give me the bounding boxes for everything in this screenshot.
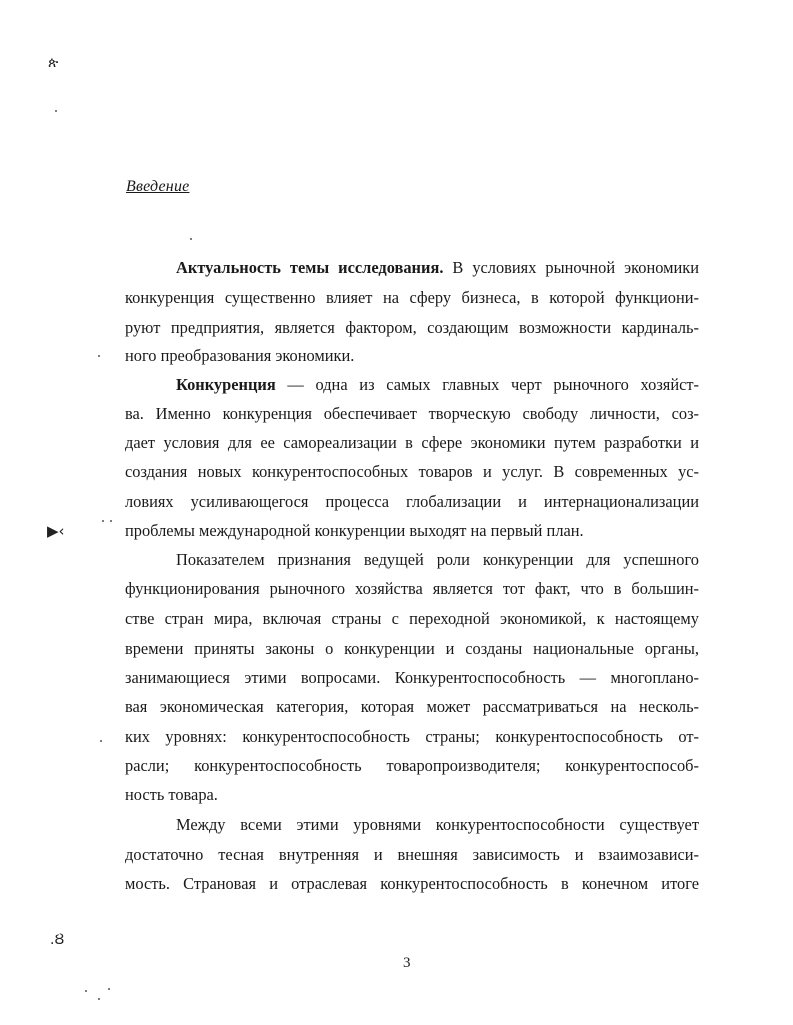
text-line: руют предприятия, является фактором, создающим возможности кардиналь- xyxy=(125,318,699,337)
text-line: дает условия для ее самореализации в сфере экономики путем разработки и xyxy=(125,433,699,452)
scan-mark-top: ጵ xyxy=(48,55,59,71)
page-number: 3 xyxy=(403,955,411,971)
text-line: ва. Именно конкуренция обеспечивает творческую свободу личности, соз- xyxy=(125,404,699,423)
text-line: достаточно тесная внутренняя и внешняя зависимость и взаимозависи- xyxy=(125,845,699,864)
text-line: создания новых конкурентоспособных товаров и услуг. В современных ус- xyxy=(125,462,699,481)
text-line: расли; конкурентоспособность товаропроизводителя; конкурентоспособ- xyxy=(125,756,699,775)
text-line: конкуренция существенно влияет на сферу бизнеса, в которой функциони- xyxy=(125,288,699,307)
scan-speck xyxy=(100,740,102,742)
text-line: проблемы международной конкуренции выходят на первый план. xyxy=(125,521,584,540)
text-line: Конкуренция — одна из самых главных черт рыночного хозяйст- xyxy=(176,375,699,394)
text-line: Актуальность темы исследования. В условиях рыночной экономики xyxy=(176,258,700,277)
scan-speck xyxy=(55,110,57,112)
text-line: ловиях усиливающегося процесса глобализации и интернационализации xyxy=(125,492,699,511)
text-line: мость. Страновая и отраслевая конкурентоспособность в конечном итоге xyxy=(125,874,699,893)
scan-mark-middle: ▶‹ xyxy=(47,522,65,540)
text-line: ких уровнях: конкурентоспособность страны; конкурентоспособность от- xyxy=(125,727,699,746)
text-line: ного преобразования экономики. xyxy=(125,346,355,365)
text-line: Показателем признания ведущей роли конкуренции для успешного xyxy=(176,550,699,569)
scan-speck xyxy=(110,520,112,522)
text-line: функционирования рыночного хозяйства является тот факт, что в большин- xyxy=(125,579,699,598)
scan-speck xyxy=(98,998,100,1000)
text-line: времени приняты законы о конкуренции и созданы национальные органы, xyxy=(125,639,699,658)
text-line: Между всеми этими уровнями конкурентоспособности существует xyxy=(176,815,699,834)
text-line: стве стран мира, включая страны с переходной экономикой, к настоящему xyxy=(125,609,699,628)
scan-speck xyxy=(190,238,192,240)
text-line: вая экономическая категория, которая может рассматриваться на несколь- xyxy=(125,697,699,716)
scan-speck xyxy=(108,988,110,990)
text-line: занимающиеся этими вопросами. Конкурентоспособность — многоплано- xyxy=(125,668,699,687)
scan-speck xyxy=(85,990,87,992)
scan-mark-bottom: .Ȣ xyxy=(50,932,65,948)
text-line: ность товара. xyxy=(125,785,218,804)
scan-speck xyxy=(102,520,104,522)
section-heading: Введение xyxy=(126,178,190,195)
scan-speck xyxy=(98,355,100,357)
